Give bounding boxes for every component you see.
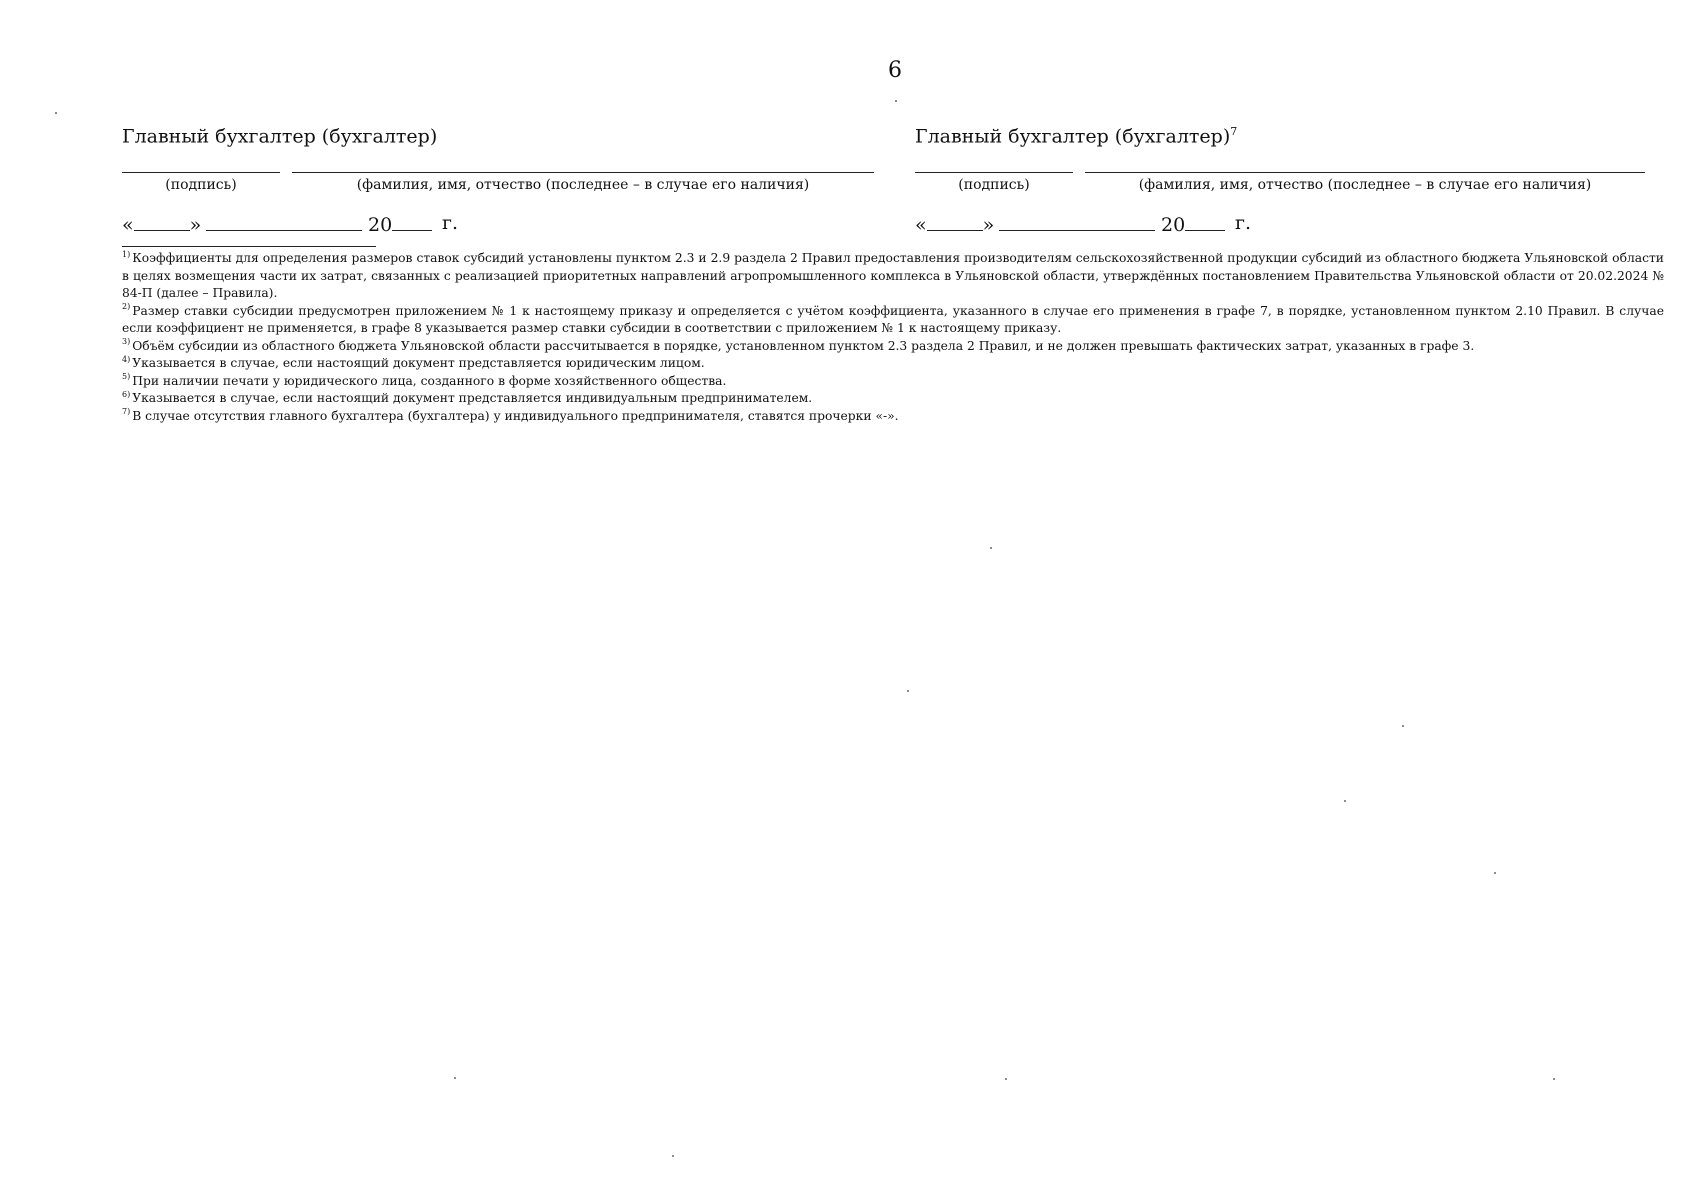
- footnote-text: При наличии печати у юридического лица, созданного в форме хозяйственного общества.: [132, 373, 727, 388]
- right-title-sup: 7: [1230, 125, 1238, 138]
- scan-speck: [990, 547, 992, 549]
- scan-speck: [1005, 1078, 1007, 1080]
- footnote-mark: 4): [122, 354, 131, 364]
- footnote-mark: 6): [122, 389, 131, 399]
- scan-speck: [1553, 1078, 1555, 1080]
- left-year-line[interactable]: [392, 212, 432, 231]
- left-month-line[interactable]: [206, 212, 362, 231]
- footnote-2: [122, 303, 1664, 338]
- right-sign-caption: (подпись): [958, 177, 1030, 194]
- left-title-text: Главный бухгалтер (бухгалтер): [122, 125, 438, 148]
- right-signature-line[interactable]: [915, 172, 1073, 173]
- footnote-text: Указывается в случае, если настоящий документ представляется юридическим лицом.: [132, 356, 705, 370]
- scan-speck: [907, 690, 909, 692]
- footnote-text: Размер ставки субсидии предусмотрен приложением № 1 к настоящему приказу и определяется с учётом коэффициента, указанного в случае его применения в графе 7, в порядке, установленном пунктом 2.10 Правил. В случае если коэффициент не применяется, в графе 8 указывается размер ставки субсидии в соответствии с приложением № 1 к настоящему приказу.: [122, 303, 1664, 335]
- right-month-line[interactable]: [999, 212, 1155, 231]
- left-year-prefix: 20: [368, 214, 393, 237]
- left-sign-caption: (подпись): [165, 177, 237, 194]
- scan-speck: [1402, 725, 1404, 727]
- right-day-line[interactable]: [927, 212, 983, 231]
- footnote-6: [122, 390, 1664, 408]
- scan-speck: [1494, 872, 1496, 874]
- left-signature-row: [122, 172, 874, 206]
- left-date-row: [122, 212, 874, 242]
- footnote-mark: 7): [122, 407, 131, 417]
- right-title: [915, 120, 1645, 148]
- footnote-text: В случае отсутствия главного бухгалтера (бухгалтера) у индивидуального предпринимателя, ставятся прочерки «-».: [132, 408, 899, 423]
- footnote-text: Коэффициенты для определения размеров ставок субсидий установлены пунктом 2.3 и 2.9 раздела 2 Правил предоставления производителям сельскохозяйственной продукции субсидий из областного бюджета Ульяновской области в целях возмещения части их затрат, связанных с реализацией приоритетных направлений агропромышленного комплекса в Ульяновской области, утверждённых постановлением Правительства Ульяновской области от 20.02.2024 № 84-П (далее – Правила).: [122, 251, 1664, 300]
- right-date-row: [915, 212, 1645, 242]
- footnote-mark: 2): [122, 302, 131, 312]
- left-signature-block: [122, 120, 874, 242]
- right-year-prefix: 20: [1161, 214, 1186, 237]
- footnote-4: [122, 355, 1664, 373]
- scan-speck: [895, 100, 897, 102]
- footnote-separator: [122, 246, 376, 247]
- right-year-line[interactable]: [1185, 212, 1225, 231]
- scan-speck: [672, 1155, 674, 1157]
- right-signature-block: [915, 120, 1645, 242]
- footnote-mark: 5): [122, 372, 131, 382]
- footnote-mark: 1): [122, 249, 131, 259]
- footnote-1: [122, 250, 1664, 303]
- left-name-line[interactable]: [292, 172, 874, 173]
- right-title-text: Главный бухгалтер (бухгалтер): [915, 125, 1231, 148]
- left-date-close: »: [189, 214, 202, 237]
- right-signature-row: [915, 172, 1645, 206]
- left-date-open: «: [122, 214, 134, 237]
- left-day-line[interactable]: [134, 212, 190, 231]
- page-number: 6: [888, 58, 902, 83]
- footnotes: [122, 250, 1664, 425]
- footnote-5: [122, 373, 1664, 391]
- right-name-caption: (фамилия, имя, отчество (последнее – в случае его наличия): [1138, 177, 1592, 194]
- left-title: [122, 120, 874, 148]
- footnote-3: [122, 338, 1664, 356]
- right-date-open: «: [915, 214, 927, 237]
- footnote-7: [122, 408, 1664, 426]
- right-name-line[interactable]: [1085, 172, 1645, 173]
- scan-speck: [454, 1077, 456, 1079]
- left-name-caption: (фамилия, имя, отчество (последнее – в случае его наличия): [356, 177, 810, 194]
- scan-speck: [1344, 800, 1346, 802]
- footnote-text: Объём субсидии из областного бюджета Ульяновской области рассчитывается в порядке, установленном пунктом 2.3 раздела 2 Правил, и не должен превышать фактических затрат, указанных в графе 3.: [132, 338, 1475, 353]
- right-date-close: »: [982, 214, 995, 237]
- right-year-suffix: г.: [1235, 212, 1251, 235]
- footnote-mark: 3): [122, 337, 131, 347]
- left-signature-line[interactable]: [122, 172, 280, 173]
- footnote-text: Указывается в случае, если настоящий документ представляется индивидуальным предпринимателем.: [132, 391, 813, 405]
- scan-speck: [55, 112, 57, 114]
- left-year-suffix: г.: [442, 212, 458, 235]
